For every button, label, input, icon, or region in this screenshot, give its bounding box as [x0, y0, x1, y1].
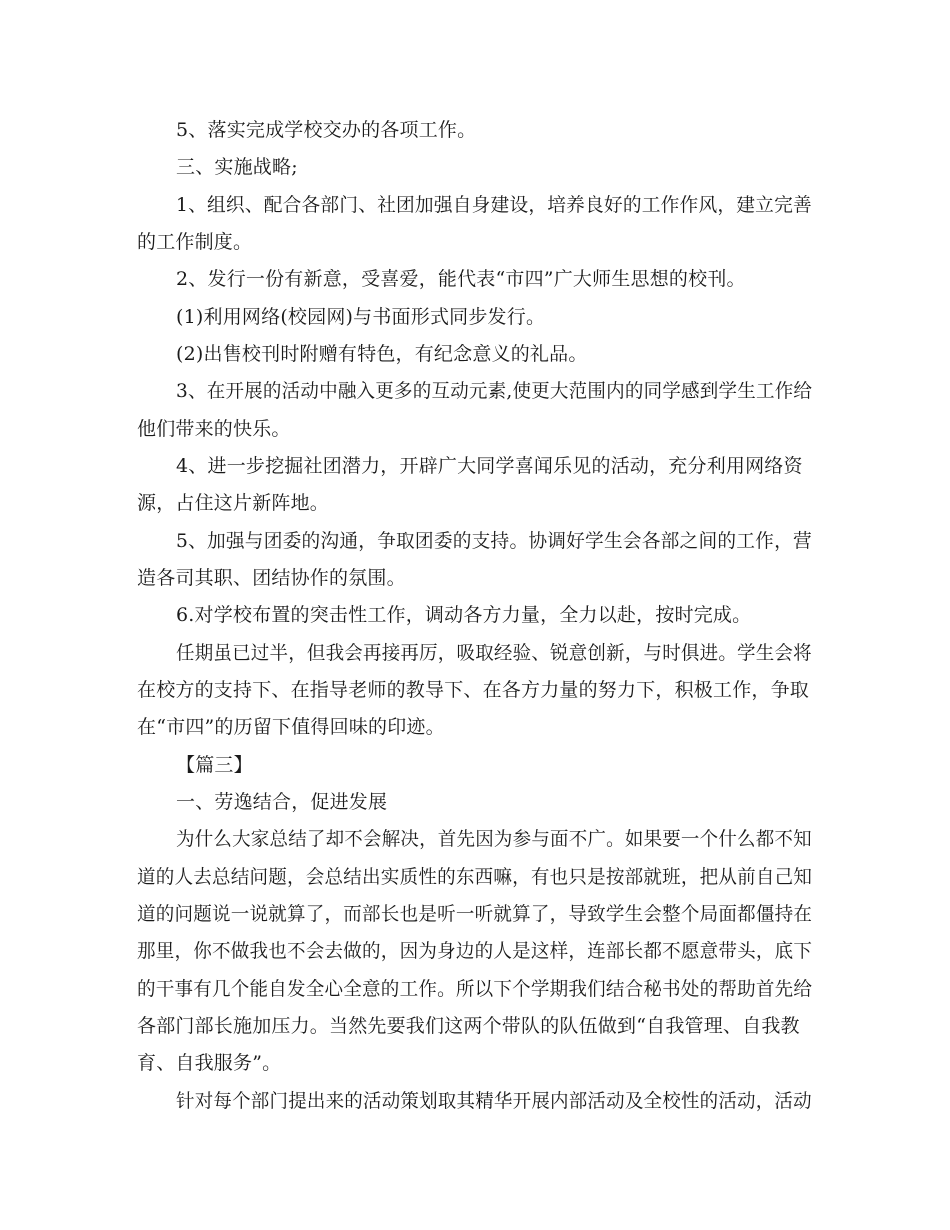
text-line: 在“市四”的历留下值得回味的印迹。: [137, 716, 445, 738]
text-line: 任期虽已过半，但我会再接再厉，吸取经验、锐意创新，与时俱进。学生会将: [176, 642, 812, 664]
text-line: 为什么大家总结了却不会解决，首先因为参与面不广。如果要一个什么都不知: [176, 828, 812, 850]
text-line: 2、发行一份有新意，受喜爱，能代表“市四”广大师生思想的校刊。: [176, 268, 746, 290]
text-line: (1)利用网络(校园网)与书面形式同步发行。: [176, 306, 546, 328]
text-line: 各部门部长施加压力。当然先要我们这两个带队的队伍做到“自我管理、自我教: [137, 1015, 800, 1037]
text-line: 针对每个部门提出来的活动策划取其精华开展内部活动及全校性的活动，活动: [176, 1090, 812, 1112]
text-line: 三、实施战略;: [176, 156, 298, 178]
text-line: 的工作制度。: [137, 231, 253, 253]
text-line: 一、劳逸结合，促进发展: [176, 791, 388, 813]
text-line: 5、落实完成学校交办的各项工作。: [176, 119, 477, 141]
text-line: 他们带来的快乐。: [137, 418, 291, 440]
text-line: 3、在开展的活动中融入更多的互动元素,使更大范围内的同学感到学生工作给: [176, 380, 813, 402]
section-heading: 【篇三】: [176, 754, 253, 776]
text-line: 源，占住这片新阵地。: [137, 492, 330, 514]
text-line: 的干事有几个能自发全心全意的工作。所以下个学期我们结合秘书处的帮助首先给: [137, 978, 813, 1000]
text-line: 在校方的支持下、在指导老师的教导下、在各方力量的努力下，积极工作，争取: [137, 679, 810, 701]
text-line: 5、加强与团委的沟通，争取团委的支持。协调好学生会各部之间的工作，营: [176, 530, 812, 552]
text-line: 6.对学校布置的突击性工作，调动各方力量，全力以赴，按时完成。: [176, 604, 752, 626]
text-line: 造各司其职、团结协作的氛围。: [137, 567, 406, 589]
text-line: 那里，你不做我也不会去做的，因为身边的人是这样，连部长都不愿意带头，底下: [137, 940, 813, 962]
text-line: (2)出售校刊时附赠有特色，有纪念意义的礼品。: [176, 343, 588, 365]
text-line: 1、组织、配合各部门、社团加强自身建设，培养良好的工作作风，建立完善: [176, 194, 812, 216]
text-line: 道的人去总结问题，会总结出实质性的东西嘛，有也只是按部就班，把从前自己知: [137, 866, 813, 888]
text-line: 育、自我服务”。: [137, 1052, 282, 1074]
text-line: 4、进一步挖掘社团潜力，开辟广大同学喜闻乐见的活动，充分利用网络资: [176, 455, 803, 477]
text-line: 道的问题说一说就算了，而部长也是听一听就算了，导致学生会整个局面都僵持在: [137, 903, 813, 925]
